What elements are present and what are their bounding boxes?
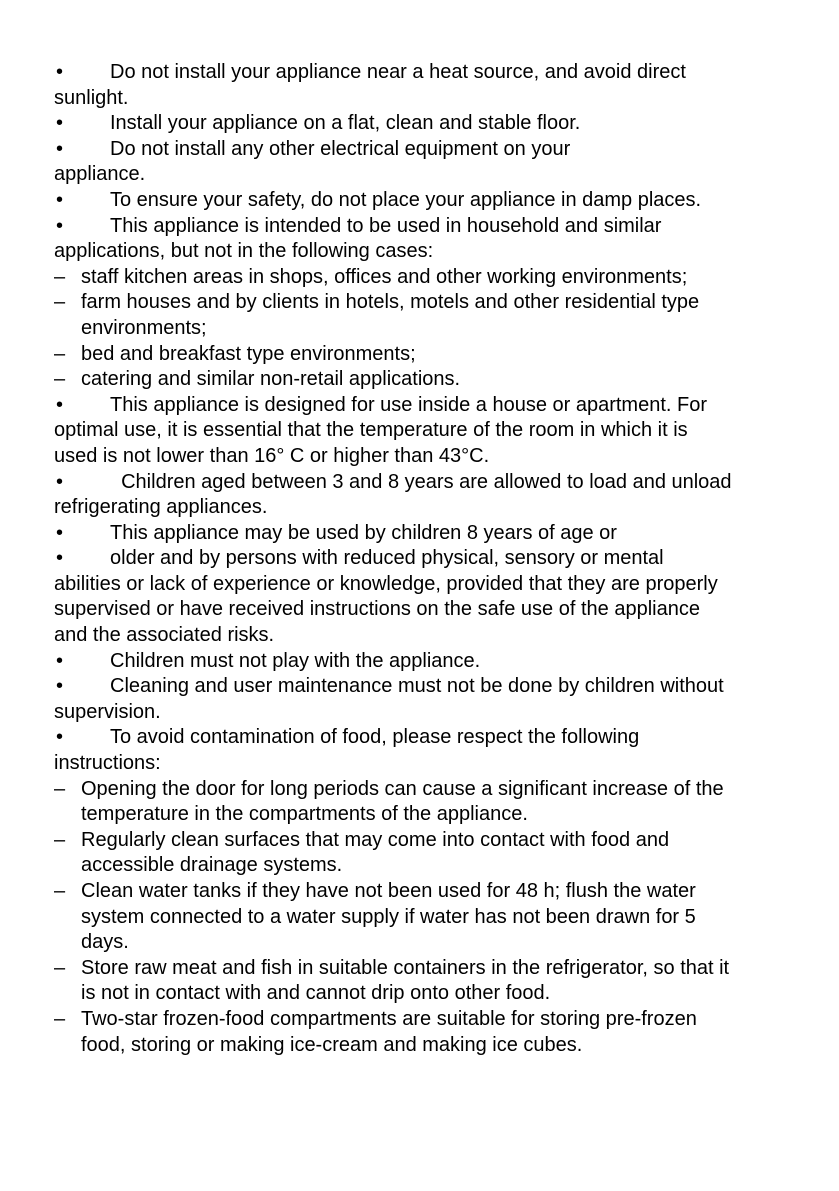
line-text: This appliance is intended to be used in household and similar bbox=[110, 214, 662, 237]
line-text: abilities or lack of experience or knowledge, provided that they are properly bbox=[54, 572, 718, 595]
bullet-icon: • bbox=[56, 521, 64, 544]
bullet-item-continuation bbox=[54, 162, 804, 188]
dash-item bbox=[54, 367, 804, 393]
line-text: To ensure your safety, do not place your appliance in damp places. bbox=[110, 188, 702, 211]
bullet-item bbox=[54, 674, 804, 700]
dash-icon: – bbox=[54, 342, 66, 365]
dash-item-continuation bbox=[54, 1033, 804, 1059]
line-text: supervision. bbox=[54, 700, 161, 723]
dash-item bbox=[54, 1007, 804, 1033]
dash-item bbox=[54, 777, 804, 803]
line-text: catering and similar non-retail applications. bbox=[81, 368, 461, 391]
line-text: environments; bbox=[81, 316, 207, 339]
dash-item-continuation bbox=[54, 802, 804, 828]
line-text: food, storing or making ice-cream and making ice cubes. bbox=[81, 1033, 583, 1056]
dash-icon: – bbox=[54, 777, 66, 800]
bullet-item-continuation bbox=[54, 700, 804, 726]
bullet-icon: • bbox=[56, 675, 64, 698]
line-text: farm houses and by clients in hotels, motels and other residential type bbox=[81, 291, 700, 314]
bullet-item-continuation bbox=[54, 751, 804, 777]
bullet-item-continuation bbox=[54, 572, 804, 598]
bullet-icon: • bbox=[56, 61, 64, 83]
line-text: days. bbox=[81, 931, 129, 954]
bullet-item bbox=[54, 546, 804, 572]
dash-item bbox=[54, 828, 804, 854]
line-text: supervised or have received instructions on the safe use of the appliance bbox=[54, 598, 700, 621]
bullet-item-continuation bbox=[54, 623, 804, 649]
dash-icon: – bbox=[54, 880, 66, 902]
line-text: refrigerating appliances. bbox=[54, 496, 268, 519]
bullet-item bbox=[54, 725, 804, 751]
bullet-icon: • bbox=[56, 470, 64, 493]
dash-icon: – bbox=[54, 1007, 66, 1030]
line-text: Clean water tanks if they have not been used for 48 h; flush the water bbox=[81, 880, 696, 902]
line-text: Opening the door for long periods can cause a significant increase of the bbox=[81, 777, 724, 800]
line-text: appliance. bbox=[54, 163, 146, 186]
dash-item-continuation bbox=[54, 930, 804, 956]
bullet-item bbox=[54, 214, 804, 240]
line-text: Do not install your appliance near a heat source, and avoid direct bbox=[110, 61, 686, 83]
line-text: To avoid contamination of food, please respect the following bbox=[110, 726, 640, 749]
line-text: Store raw meat and fish in suitable containers in the refrigerator, so that it bbox=[81, 956, 730, 979]
dash-icon: – bbox=[54, 956, 66, 979]
bullet-item bbox=[54, 521, 804, 547]
bullet-item bbox=[54, 649, 804, 675]
bullet-item-continuation bbox=[54, 239, 804, 265]
line-text: system connected to a water supply if water has not been drawn for 5 bbox=[81, 905, 696, 928]
dash-item bbox=[54, 879, 804, 905]
bullet-icon: • bbox=[56, 188, 64, 211]
dash-icon: – bbox=[54, 828, 66, 851]
bullet-icon: • bbox=[56, 649, 64, 672]
line-text: older and by persons with reduced physical, sensory or mental bbox=[110, 547, 664, 570]
dash-item-continuation bbox=[54, 853, 804, 879]
line-text: used is not lower than 16° C or higher than 43°C. bbox=[54, 444, 490, 467]
dash-item bbox=[54, 265, 804, 291]
line-text: instructions: bbox=[54, 752, 161, 775]
line-text: is not in contact with and cannot drip onto other food. bbox=[81, 982, 551, 1005]
bullet-item bbox=[54, 188, 804, 214]
line-text: and the associated risks. bbox=[54, 624, 275, 647]
line-text: Do not install any other electrical equipment on your bbox=[110, 137, 571, 160]
line-text: temperature in the compartments of the appliance. bbox=[81, 803, 528, 826]
line-text: bed and breakfast type environments; bbox=[81, 342, 416, 365]
line-text: applications, but not in the following cases: bbox=[54, 240, 434, 263]
bullet-item-continuation bbox=[54, 597, 804, 623]
line-text: Children aged between 3 and 8 years are allowed to load and unload bbox=[110, 470, 732, 493]
line-text: Cleaning and user maintenance must not be done by children without bbox=[110, 675, 724, 698]
dash-item-continuation bbox=[54, 316, 804, 342]
line-text: staff kitchen areas in shops, offices and other working environments; bbox=[81, 265, 688, 288]
line-text: Regularly clean surfaces that may come into contact with food and bbox=[81, 828, 670, 851]
bullet-icon: • bbox=[56, 112, 64, 135]
dash-icon: – bbox=[54, 368, 66, 391]
line-text: Install your appliance on a flat, clean and stable floor. bbox=[110, 112, 581, 135]
line-text: optimal use, it is essential that the temperature of the room in which it is bbox=[54, 419, 688, 442]
dash-icon: – bbox=[54, 265, 66, 288]
bullet-item bbox=[54, 137, 804, 163]
line-text: accessible drainage systems. bbox=[81, 854, 343, 877]
line-text: Children must not play with the appliance. bbox=[110, 649, 481, 672]
bullet-item-continuation bbox=[54, 444, 804, 470]
safety-instructions-page bbox=[54, 60, 804, 1058]
line-text: sunlight. bbox=[54, 86, 129, 109]
bullet-item bbox=[54, 111, 804, 137]
bullet-icon: • bbox=[56, 137, 64, 160]
bullet-item bbox=[54, 470, 804, 496]
dash-item-continuation bbox=[54, 981, 804, 1007]
bullet-item-continuation bbox=[54, 495, 804, 521]
line-text: This appliance may be used by children 8 years of age or bbox=[110, 521, 617, 544]
bullet-item bbox=[54, 60, 804, 86]
bullet-icon: • bbox=[56, 547, 64, 570]
bullet-icon: • bbox=[56, 214, 64, 237]
dash-icon: – bbox=[54, 291, 66, 314]
line-text: This appliance is designed for use inside a house or apartment. For bbox=[110, 393, 708, 416]
bullet-icon: • bbox=[56, 393, 64, 416]
dash-item bbox=[54, 956, 804, 982]
dash-item bbox=[54, 290, 804, 316]
dash-item bbox=[54, 342, 804, 368]
dash-item-continuation bbox=[54, 905, 804, 931]
line-text: Two-star frozen-food compartments are suitable for storing pre-frozen bbox=[81, 1007, 697, 1030]
bullet-item-continuation bbox=[54, 418, 804, 444]
bullet-item bbox=[54, 393, 804, 419]
bullet-item-continuation bbox=[54, 86, 804, 112]
bullet-icon: • bbox=[56, 726, 64, 749]
